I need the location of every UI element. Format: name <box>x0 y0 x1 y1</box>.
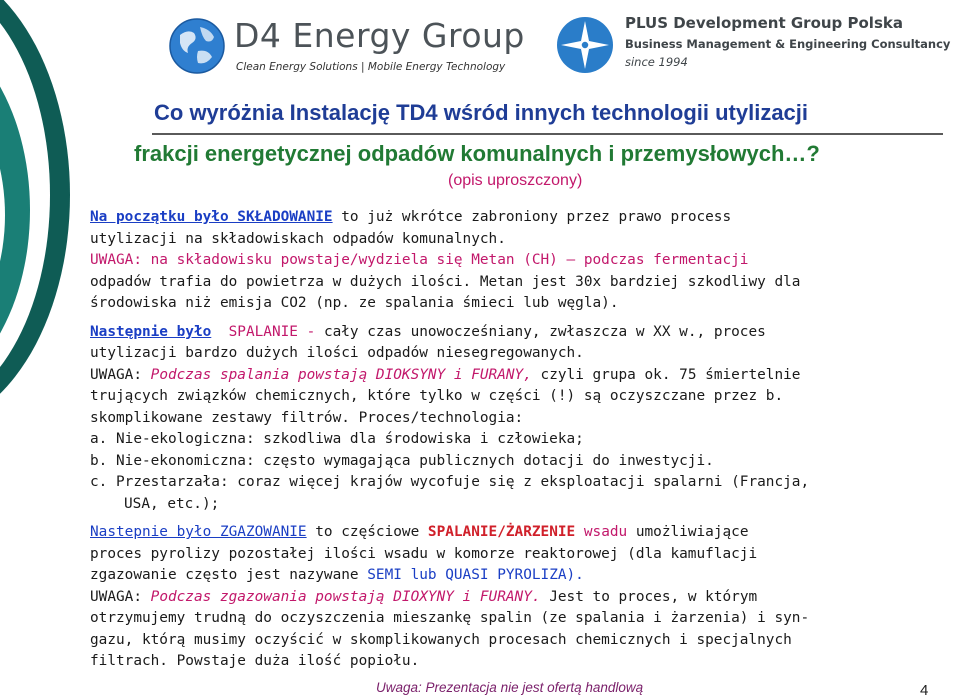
p3-line-1-mid: to częściowe <box>306 524 428 540</box>
p3-heading-accent: SPALANIE/ŻARZENIE <box>427 524 576 540</box>
plus-logo-name: PLUS Development Group Polska <box>625 14 903 32</box>
p3-line-4 <box>90 587 959 609</box>
p2-list-a: a. Nie-ekologiczna: szkodliwa dla środowiska i człowieka; <box>90 431 584 447</box>
p3-line-1-wsadu: wsadu <box>575 524 628 540</box>
p1-line-5: środowiska niż emisja CO2 (np. ze spalania śmieci lub węgla). <box>90 295 619 311</box>
p3-line-3-pre: zgazowanie często jest nazywane <box>90 567 368 583</box>
title-line-1: Co wyróżnia Instalację TD4 wśród innych technologii utylizacji <box>154 100 809 125</box>
d4-logo-name: D4 Energy Group <box>234 16 525 55</box>
compass-icon <box>555 15 615 75</box>
p2-list-c-cont: USA, etc.); <box>124 495 220 512</box>
plus-logo-subtitle: Business Management & Engineering Consultancy <box>625 37 951 51</box>
p2-warning-label: UWAGA: <box>90 366 151 383</box>
body-text <box>90 207 959 673</box>
p1-line-1 <box>90 207 959 229</box>
p2-list-c: c. Przestarzała: coraz więcej krajów wycofuje się z eksploatacji spalarni (Francja, <box>90 474 810 490</box>
p3-line-1-rest: umożliwiające <box>627 524 749 540</box>
p3-semi-pyroliza: SEMI lub QUASI PYROLIZA). <box>367 567 584 583</box>
p3-line-1 <box>90 522 959 544</box>
p3-line-5: otrzymujemy trudną do oczyszczenia mieszankę spalin (ze spalania i żarzenia) i syn- <box>90 610 810 626</box>
p3-line-6: gazu, którą musimy oczyścić w skomplikowanych procesach chemicznych i specjalnych <box>90 631 792 648</box>
p2-line-1-rest: cały czas unowocześniany, zwłaszcza w XX w., proces <box>323 323 766 340</box>
globe-icon <box>168 17 226 75</box>
p3-heading: Nastepnie było ZGAZOWANIE <box>90 524 307 540</box>
p1-line-4: odpadów trafia do powietrza w dużych ilości. Metan jest 30x bardziej szkodliwy dla <box>90 273 801 290</box>
p3-warning-label: UWAGA: <box>90 588 151 605</box>
p1-heading: Na początku było SKŁADOWANIE <box>90 209 333 225</box>
page-number: 4 <box>920 682 929 699</box>
p2-line-1 <box>90 322 959 344</box>
plus-logo-since: since 1994 <box>625 55 688 69</box>
p2-line-4: trujących związków chemicznych, które tylko w części (!) są oczyszczane przez b. <box>90 388 784 404</box>
p2-line-3-rest: czyli grupa ok. 75 śmiertelnie <box>531 366 801 383</box>
p2-heading-accent: SPALANIE - <box>228 323 316 340</box>
p2-heading: Następnie było <box>90 323 212 340</box>
p3-line-2: proces pyrolizy pozostałej ilości wsadu w komorze reaktorowej (dla kamuflacji <box>90 545 758 562</box>
p3-warning-text: Podczas zgazowania powstają DIOXYNY i FURANY. <box>150 588 541 605</box>
p3-line-4-rest: Jest to proces, w którym <box>540 588 758 605</box>
p2-line-2: utylizacji bardzo dużych ilości odpadów niesegregowanych. <box>90 345 584 361</box>
p2-list-b: b. Nie-ekonomiczna: często wymagająca publicznych dotacji do inwestycji. <box>90 452 714 469</box>
title-line-2: frakcji energetycznej odpadów komunalnych i przemysłowych…? <box>134 141 820 166</box>
subtitle: (opis uproszczony) <box>448 172 583 189</box>
title-divider <box>152 133 943 135</box>
p2-warning-text: Podczas spalania powstają DIOKSYNY i FURANY, <box>150 366 532 383</box>
plus-logo <box>555 12 955 82</box>
p3-line-7: filtrach. Powstaje duża ilość popiołu. <box>90 653 420 669</box>
d4-logo <box>168 12 525 82</box>
p2-line-3 <box>90 365 959 387</box>
d4-logo-tagline: Clean Energy Solutions | Mobile Energy Technology <box>236 61 506 73</box>
p2-line-5: skomplikowane zestawy filtrów. Proces/technologia: <box>90 409 524 426</box>
p1-line-2: utylizacji na składowiskach odpadów komunalnych. <box>90 230 506 247</box>
p1-line-3: UWAGA: na składowisku powstaje/wydziela się Metan (CH) – podczas fermentacji <box>90 252 749 268</box>
p3-line-3 <box>90 565 959 587</box>
p1-line-1-rest: to już wkrótce zabroniony przez prawo process <box>332 209 732 225</box>
footer-note: Uwaga: Prezentacja nie jest ofertą handlową <box>376 680 644 695</box>
